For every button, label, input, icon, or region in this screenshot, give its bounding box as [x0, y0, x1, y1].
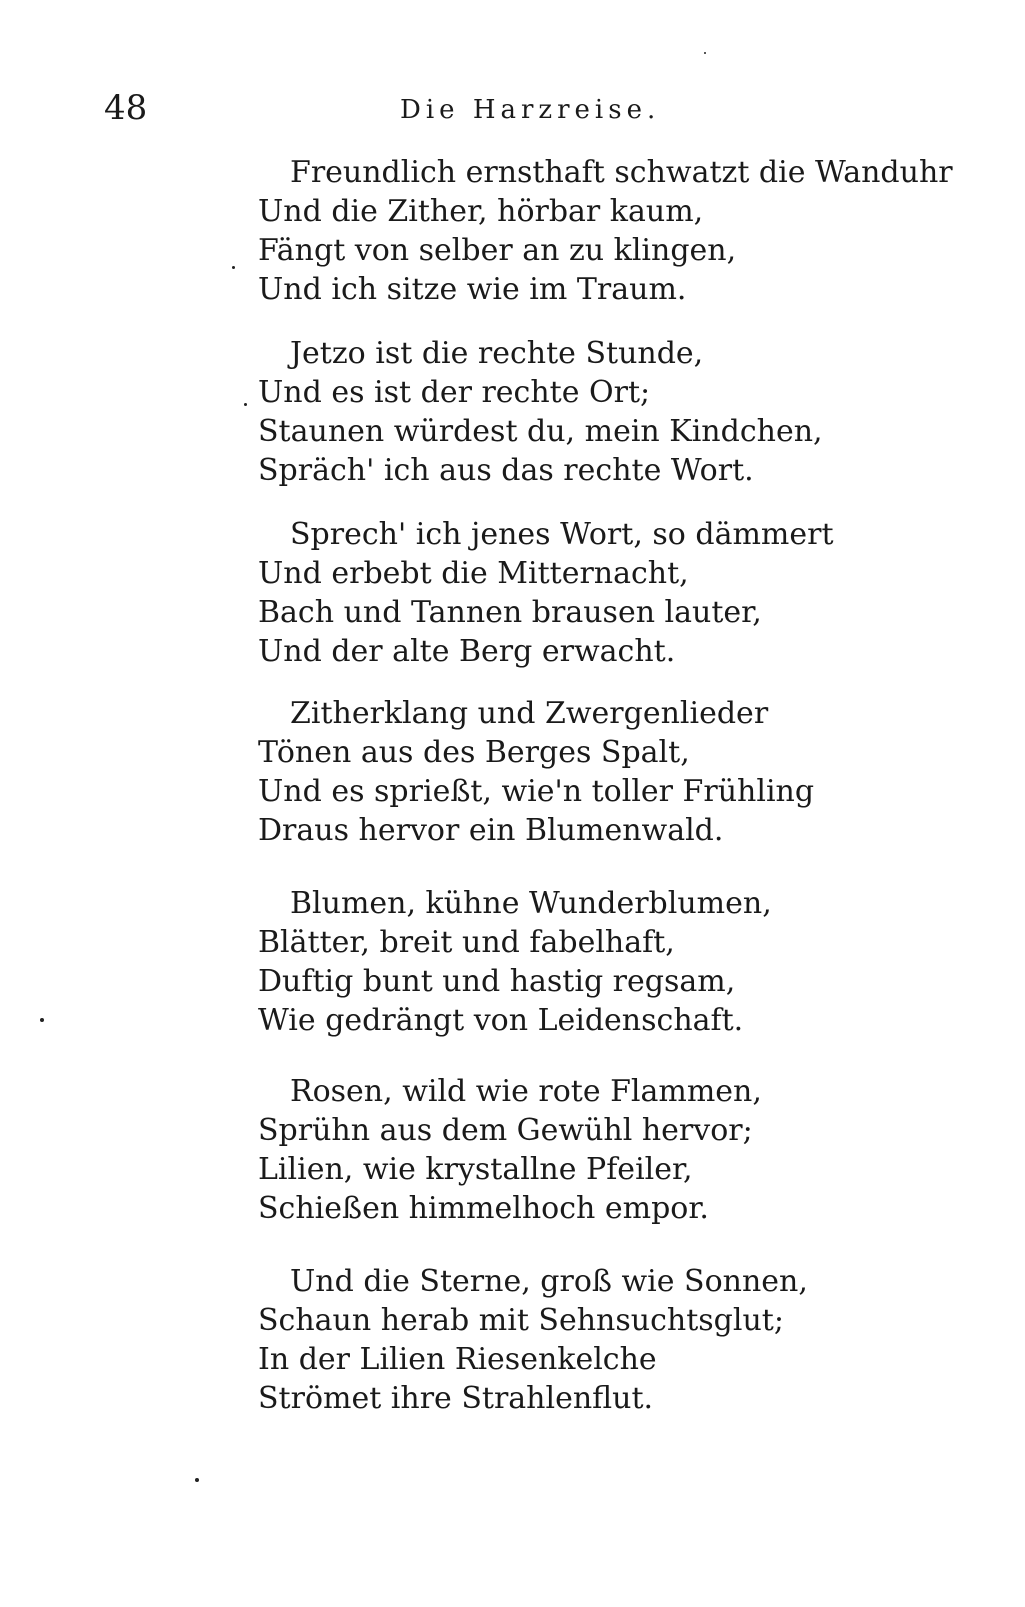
stanza [258, 515, 998, 671]
verse-line: Und es ist der rechte Ort; [258, 375, 651, 410]
verse-line: Staunen würdest du, mein Kindchen, [258, 414, 823, 449]
running-title: Die Harzreise. [400, 95, 661, 125]
stanza [258, 694, 998, 850]
verse-line: Strömet ihre Strahlenflut. [258, 1381, 654, 1416]
verse-line: Tönen aus des Berges Spalt, [258, 735, 690, 770]
verse-line: Freundlich ernsthaft schwatzt die Wanduhr [290, 155, 953, 190]
verse-line: Schießen himmelhoch empor. [258, 1191, 709, 1226]
verse-line: Draus hervor ein Blumenwald. [258, 813, 724, 848]
verse-line: Lilien, wie krystallne Pfeiler, [258, 1152, 693, 1187]
verse-line: Und der alte Berg erwacht. [258, 634, 676, 669]
stanza [258, 334, 998, 490]
verse-line: Sprühn aus dem Gewühl hervor; [258, 1113, 753, 1148]
verse-line: Blätter, breit und fabelhaft, [258, 925, 675, 960]
stanza [258, 1072, 998, 1228]
verse-line: Und erbebt die Mitternacht, [258, 556, 689, 591]
verse-line: Jetzo ist die rechte Stunde, [290, 336, 704, 371]
verse-line: Blumen, kühne Wunderblumen, [290, 886, 772, 921]
verse-line: Und es sprießt, wie'n toller Frühling [258, 774, 815, 809]
verse-line: Wie gedrängt von Leidenschaft. [258, 1003, 744, 1038]
verse-line: Zitherklang und Zwergenlieder [290, 696, 769, 731]
verse-line: Duftig bunt und hastig regsam, [258, 964, 736, 999]
stanza [258, 1262, 998, 1418]
verse-line: Und ich sitze wie im Traum. [258, 272, 687, 307]
verse-line: Sprech' ich jenes Wort, so dämmert [290, 517, 834, 552]
page-number: 48 [104, 88, 148, 128]
print-speck [244, 403, 247, 406]
stanza [258, 153, 998, 309]
verse-line: Fängt von selber an zu klingen, [258, 233, 737, 268]
print-speck [704, 52, 706, 54]
verse-line: Rosen, wild wie rote Flammen, [290, 1074, 762, 1109]
verse-line: In der Lilien Riesenkelche [258, 1342, 657, 1377]
print-speck [195, 1478, 199, 1482]
verse-line: Schaun herab mit Sehnsuchtsglut; [258, 1303, 784, 1338]
poem [258, 153, 998, 1418]
verse-line: Bach und Tannen brausen lauter, [258, 595, 762, 630]
print-speck [232, 266, 235, 269]
verse-line: Spräch' ich aus das rechte Wort. [258, 453, 754, 488]
stanza [258, 884, 998, 1040]
print-speck [40, 1018, 44, 1022]
verse-line: Und die Sterne, groß wie Sonnen, [290, 1264, 808, 1299]
verse-line: Und die Zither, hörbar kaum, [258, 194, 704, 229]
